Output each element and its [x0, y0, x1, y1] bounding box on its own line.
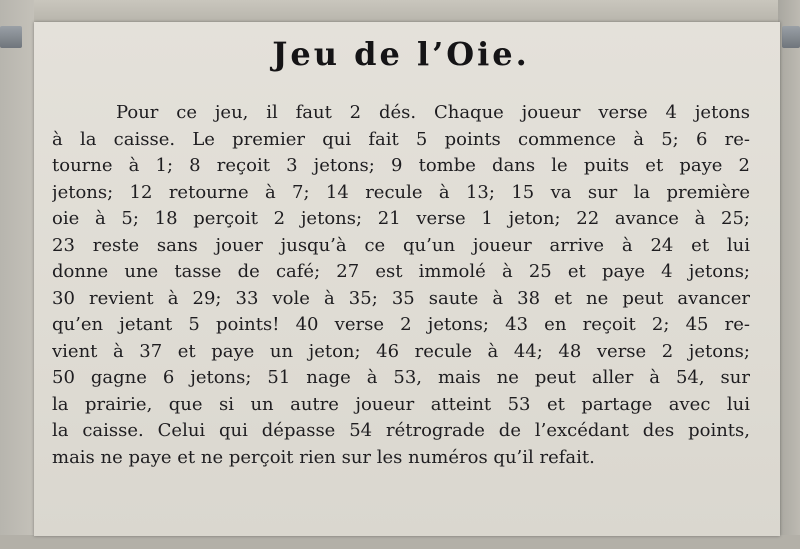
backdrop-top: [0, 0, 800, 22]
text-line: la prairie, que si un autre joueur atteint 53 et partage avec lui: [52, 393, 750, 415]
text-line: à la caisse. Le premier qui fait 5 points commence à 5; 6 re-: [52, 128, 750, 150]
rules-paragraph: [52, 100, 750, 471]
text-line: donne une tasse de café; 27 est immolé à 25 et paye 4 jetons;: [52, 261, 750, 282]
text-line: vient à 37 et paye un jeton; 46 recule à 44; 48 verse 2 jetons;: [52, 340, 750, 362]
text-line: jetons; 12 retourne à 7; 14 recule à 13; 15 va sur la première: [52, 181, 750, 203]
backdrop-right: [778, 0, 800, 549]
backdrop-left: [0, 0, 34, 549]
text-line: 30 revient à 29; 33 vole à 35; 35 saute à 38 et ne peut avancer: [52, 287, 750, 309]
text-line: la caisse. Celui qui dépasse 54 rétrograde de l’excédant des points,: [52, 420, 750, 441]
text-line: 23 reste sans jouer jusqu’à ce qu’un joueur arrive à 24 et lui: [52, 234, 750, 256]
backdrop-bottom: [0, 535, 800, 549]
page-title: Jeu de l’Oie.: [272, 35, 530, 73]
text-line: mais ne paye et ne perçoit rien sur les numéros qu’il refait.: [52, 446, 595, 468]
text-line: 50 gagne 6 jetons; 51 nage à 53, mais ne peut aller à 54, sur: [52, 367, 750, 388]
printed-card: [34, 22, 780, 536]
text-line: tourne à 1; 8 reçoit 3 jetons; 9 tombe dans le puits et paye 2: [52, 155, 750, 176]
binder-clip-right: [782, 26, 800, 48]
text-line: Pour ce jeu, il faut 2 dés. Chaque joueur verse 4 jetons: [116, 102, 750, 123]
text-line: oie à 5; 18 perçoit 2 jetons; 21 verse 1 jeton; 22 avance à 25;: [52, 208, 750, 229]
text-line: qu’en jetant 5 points! 40 verse 2 jetons; 43 en reçoit 2; 45 re-: [52, 314, 750, 335]
binder-clip-left: [0, 26, 22, 48]
